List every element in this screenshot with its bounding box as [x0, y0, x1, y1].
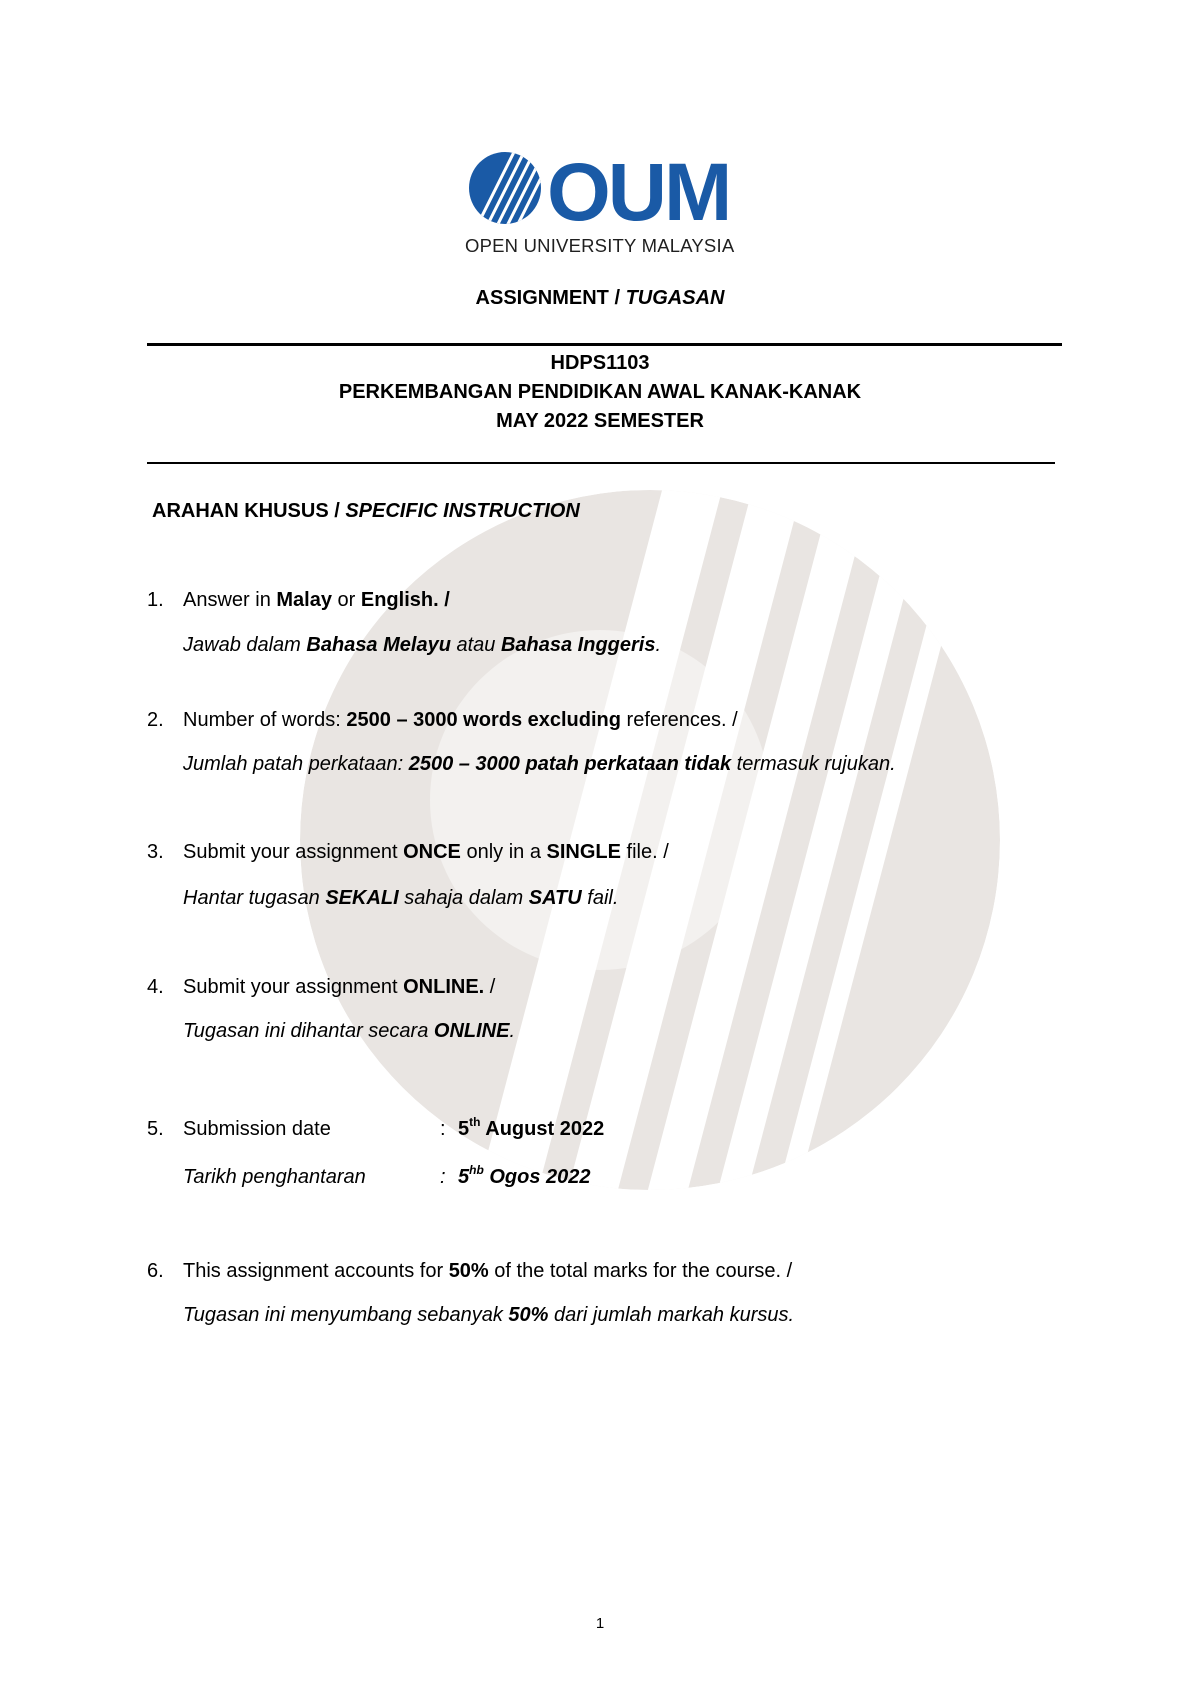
item-number: 4. [147, 976, 164, 998]
instruction-ms: Hantar tugasan SEKALI sahaja dalam SATU fail. [183, 887, 619, 909]
instruction-en: Answer in Malay or English. / [183, 589, 450, 611]
instruction-en: Submit your assignment ONCE only in a SINGLE file. / [183, 841, 669, 863]
instruction-ms: Jumlah patah perkataan: 2500 – 3000 patah perkataan tidak termasuk rujukan. [183, 753, 896, 775]
tarikh-penghantaran-label: Tarikh penghantaran [183, 1166, 366, 1188]
instructions-heading [152, 500, 580, 523]
instruction-en: Number of words: 2500 – 3000 words excluding references. / [183, 709, 738, 731]
course-code: HDPS1103 [550, 352, 650, 374]
oum-watermark [270, 460, 1030, 1220]
logo-tagline: OPEN UNIVERSITY MALAYSIA [465, 235, 735, 256]
instruction-en: Submit your assignment ONLINE. / [183, 976, 496, 998]
submission-date-label: Submission date [183, 1118, 331, 1140]
instruction-ms: Jawab dalam Bahasa Melayu atau Bahasa Inggeris. [183, 634, 662, 656]
colon: : [440, 1118, 446, 1140]
colon: : [440, 1166, 446, 1188]
page-number: 1 [595, 1615, 605, 1632]
oum-logo-mark [465, 150, 745, 230]
oum-logo [465, 150, 745, 260]
assignment-title [0, 287, 1200, 310]
item-number: 1. [147, 589, 164, 611]
item-number: 2. [147, 709, 164, 731]
svg-text:OUM: OUM [547, 150, 730, 230]
assignment-title-ms: TUGASAN [625, 287, 725, 309]
course-title: PERKEMBANGAN PENDIDIKAN AWAL KANAK-KANAK [338, 381, 862, 403]
assignment-title-en: ASSIGNMENT / [475, 287, 626, 309]
instructions-heading-en: SPECIFIC INSTRUCTION [345, 500, 580, 522]
instruction-ms: Tugasan ini menyumbang sebanyak 50% dari jumlah markah kursus. [183, 1304, 795, 1326]
tarikh-penghantaran-value: $5^{hb}$ Ogos 2022 [458, 1163, 591, 1188]
instruction-ms: Tugasan ini dihantar secara ONLINE. [183, 1020, 516, 1042]
bottom-rule [147, 462, 1055, 464]
item-number: 5. [147, 1118, 164, 1140]
top-rule [147, 343, 1062, 346]
instructions-heading-ms: ARAHAN KHUSUS / [152, 500, 346, 522]
submission-date-value: 5th August 2022 [458, 1115, 605, 1140]
semester: MAY 2022 SEMESTER [496, 410, 704, 432]
item-number: 6. [147, 1260, 164, 1282]
item-number: 3. [147, 841, 164, 863]
instruction-en: This assignment accounts for 50% of the total marks for the course. / [183, 1260, 793, 1282]
